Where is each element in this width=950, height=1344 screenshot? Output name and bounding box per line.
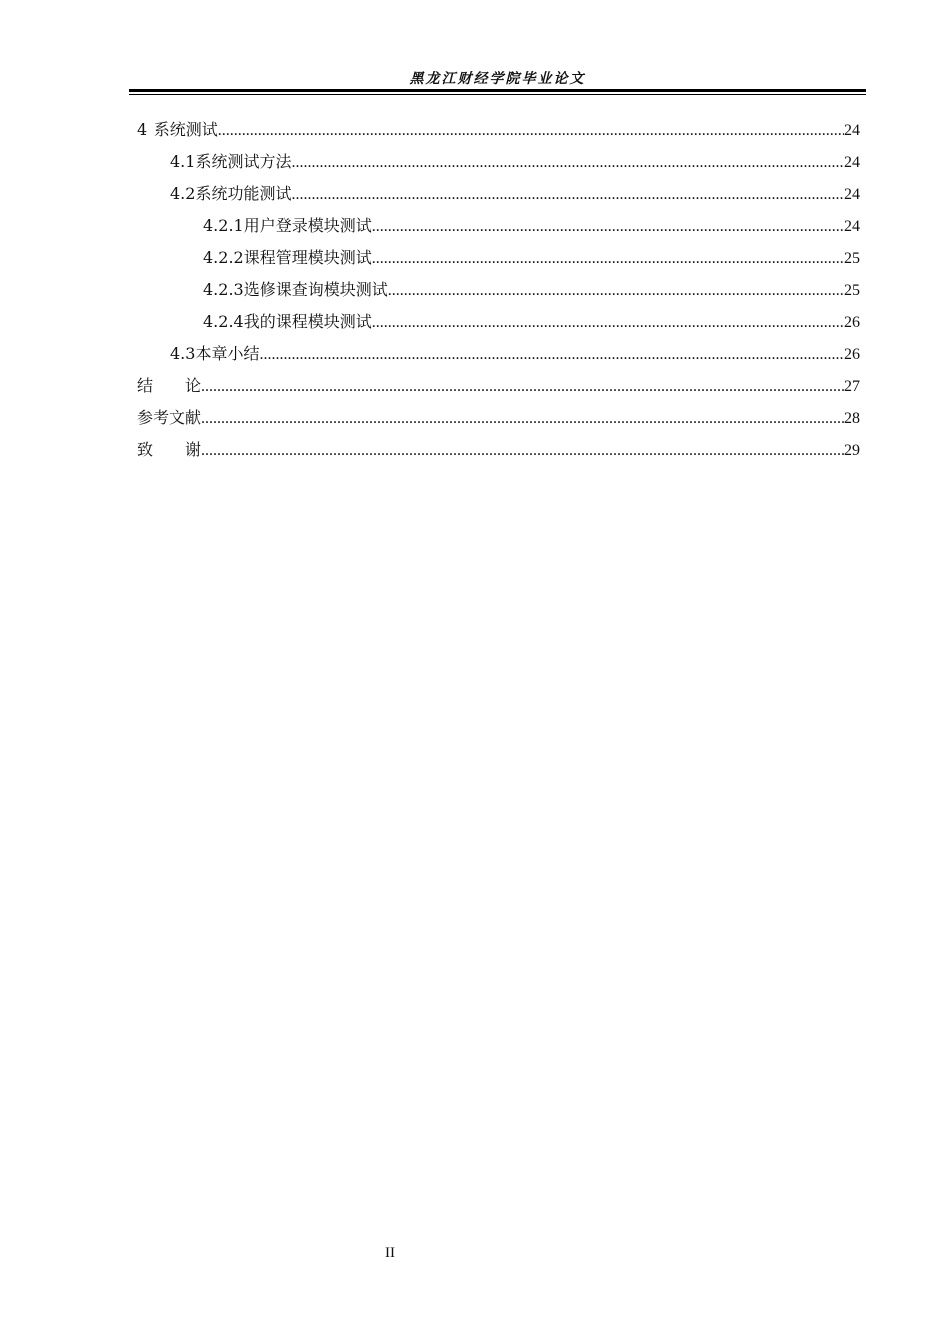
toc-entry-page: 25 (844, 250, 860, 267)
toc-entry-page: 24 (844, 218, 860, 235)
toc-entry-number: 4.2.3 (203, 280, 244, 299)
toc-entry-page: 24 (844, 186, 860, 203)
toc-entry-page: 25 (844, 282, 860, 299)
toc-dot-leader (388, 278, 844, 304)
toc-entry-page: 29 (844, 442, 860, 459)
toc-entry-references[interactable] (137, 405, 860, 437)
toc-entry-4-1[interactable] (137, 149, 860, 181)
toc-dot-leader (372, 310, 844, 336)
toc-entry-number: 4.3 (170, 344, 196, 363)
toc-dot-leader (218, 118, 844, 144)
toc-entry-number: 4.2 (170, 184, 196, 203)
toc-entry-number: 4.2.1 (203, 216, 244, 235)
toc-dot-leader (291, 182, 844, 208)
toc-entry-label: 结 论 (137, 376, 202, 395)
toc-entry-label: 课程管理模块测试 (243, 248, 372, 267)
toc-entry-number: 4 (137, 120, 148, 139)
toc-entry-label: 我的课程模块测试 (243, 312, 372, 331)
toc-entry-page: 26 (844, 314, 860, 331)
toc-dot-leader (291, 150, 844, 176)
toc-entry-number: 4.2.4 (203, 312, 244, 331)
toc-entry-label: 系统测试方法 (195, 152, 292, 171)
toc-dot-leader (372, 214, 844, 240)
toc-entry-label: 参考文献 (137, 408, 202, 427)
toc-entry-page: 27 (844, 378, 860, 395)
toc-dot-leader (259, 342, 844, 368)
toc-entry-acknowledgements[interactable] (137, 437, 860, 469)
toc-entry-number: 4.1 (170, 152, 196, 171)
toc-dot-leader (201, 406, 844, 432)
table-of-contents (137, 117, 860, 469)
toc-entry-page: 28 (844, 410, 860, 427)
toc-dot-leader (372, 246, 844, 272)
toc-entry-label: 用户登录模块测试 (243, 216, 372, 235)
toc-entry-label: 本章小结 (195, 344, 260, 363)
toc-entry-page: 24 (844, 154, 860, 171)
toc-dot-leader (201, 374, 844, 400)
toc-entry-4-2-4[interactable] (137, 309, 860, 341)
header-rule-thin (129, 94, 866, 95)
toc-entry-4-2-3[interactable] (137, 277, 860, 309)
footer-page-number: II (385, 1245, 395, 1261)
toc-entry-4-2-2[interactable] (137, 245, 860, 277)
toc-entry-chapter-4[interactable] (137, 117, 860, 149)
toc-entry-conclusion[interactable] (137, 373, 860, 405)
toc-entry-label: 致 谢 (137, 440, 202, 459)
toc-entry-label: 选修课查询模块测试 (243, 280, 388, 299)
toc-entry-page: 26 (844, 346, 860, 363)
page-header-title: 黑龙江财经学院毕业论文 (409, 71, 586, 87)
toc-dot-leader (201, 438, 844, 464)
toc-entry-4-3[interactable] (137, 341, 860, 373)
toc-entry-number: 4.2.2 (203, 248, 244, 267)
toc-entry-4-2-1[interactable] (137, 213, 860, 245)
toc-entry-page: 24 (844, 122, 860, 139)
header-rule-thick (129, 89, 866, 92)
toc-entry-label: 系统功能测试 (195, 184, 292, 203)
toc-entry-4-2[interactable] (137, 181, 860, 213)
toc-entry-label: 系统测试 (153, 120, 218, 139)
